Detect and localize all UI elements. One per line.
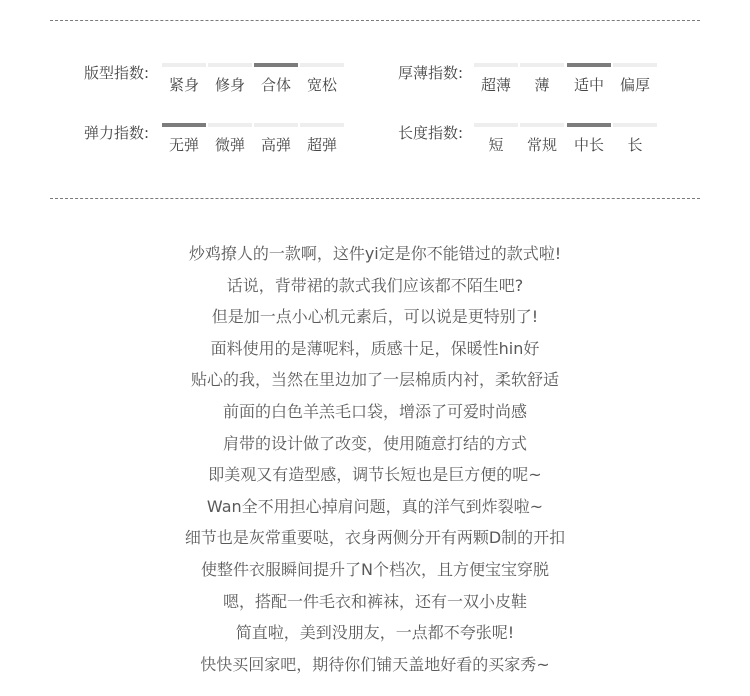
elasticity-option-super: [300, 123, 344, 167]
thickness-option-thick: [613, 63, 657, 107]
description-line: Wan全不用担心掉肩问题，真的洋气到炸裂啦~: [206, 496, 544, 516]
description-line: 面料使用的是薄呢料，质感十足，保暖性hin好: [210, 338, 540, 358]
length-index-scale: [398, 123, 698, 173]
scale-bar: [300, 63, 344, 67]
scale-bar: [520, 123, 564, 127]
scale-bar: [613, 123, 657, 127]
fit-option-loose: [300, 63, 344, 107]
product-description: [0, 238, 750, 680]
scale-bar: [208, 63, 252, 67]
description-line: 话说，背带裙的款式我们应该都不陌生吧?: [226, 275, 524, 295]
elasticity-option-none: [162, 123, 206, 167]
length-option-label: 短: [488, 136, 504, 154]
scale-bar: [254, 63, 298, 67]
fit-option-label: 紧身: [168, 76, 199, 94]
scale-bar: [520, 63, 564, 67]
elasticity-option-label: 高弹: [260, 136, 291, 154]
length-index: [398, 123, 698, 173]
scale-bar: [613, 63, 657, 67]
elasticity-option-slight: [208, 123, 252, 167]
description-line: 快快买回家吧，期待你们铺天盖地好看的买家秀~: [200, 654, 550, 674]
description-line: 但是加一点小心机元素后，可以说是更特别了!: [211, 307, 539, 327]
scale-bar: [208, 123, 252, 127]
description-line: 使整件衣服瞬间提升了N个档次，且方便宝宝穿脱: [201, 559, 549, 579]
length-option-midlength: [567, 123, 611, 167]
fit-option-label: 宽松: [306, 76, 337, 94]
thickness-option-medium: [567, 63, 611, 107]
length-index-label: 长度指数:: [398, 124, 464, 142]
thickness-option-label: 适中: [573, 76, 604, 94]
scale-bar: [567, 123, 611, 127]
description-line: 即美观又有造型感，调节长短也是巨方便的呢~: [208, 465, 542, 485]
thickness-index-scale: [398, 63, 698, 113]
description-line: 贴心的我，当然在里边加了一层棉质内衬，柔软舒适: [190, 370, 559, 390]
description-line: 简直啦，美到没朋友，一点都不夸张呢!: [235, 623, 515, 643]
length-option-long: [613, 123, 657, 167]
length-option-label: 常规: [526, 136, 557, 154]
elasticity-index: [84, 123, 384, 173]
scale-bar: [567, 63, 611, 67]
top-divider: [50, 20, 700, 21]
fit-option-label: 合体: [260, 76, 291, 94]
thickness-option-ultrathin: [474, 63, 518, 107]
elasticity-option-high: [254, 123, 298, 167]
elasticity-index-scale: [84, 123, 384, 173]
thickness-option-thin: [520, 63, 564, 107]
length-option-label: 长: [627, 136, 643, 154]
fit-index-label: 版型指数:: [84, 64, 150, 82]
thickness-option-label: 薄: [534, 76, 550, 94]
thickness-index: [398, 63, 698, 113]
elasticity-option-label: 无弹: [168, 136, 199, 154]
description-line: 细节也是灰常重要哒，衣身两侧分开有两颗D制的开扣: [184, 528, 566, 548]
fit-option-slim: [208, 63, 252, 107]
fit-option-regular: [254, 63, 298, 107]
scale-bar: [474, 123, 518, 127]
scale-bar: [254, 123, 298, 127]
scale-bar: [474, 63, 518, 67]
scale-bar: [300, 123, 344, 127]
description-line: 肩带的设计做了改变，使用随意打结的方式: [222, 433, 527, 453]
fit-option-label: 修身: [214, 76, 245, 94]
elasticity-option-label: 微弹: [214, 136, 245, 154]
thickness-option-label: 偏厚: [619, 76, 650, 94]
length-option-label: 中长: [573, 136, 604, 154]
fit-option-tight: [162, 63, 206, 107]
thickness-option-label: 超薄: [480, 76, 511, 94]
bottom-divider: [50, 198, 700, 199]
scale-bar: [162, 123, 206, 127]
thickness-index-label: 厚薄指数:: [398, 64, 464, 82]
description-line: 嗯，搭配一件毛衣和裤袜，还有一双小皮鞋: [222, 591, 527, 611]
description-line: 炒鸡撩人的一款啊，这件yi定是你不能错过的款式啦!: [188, 244, 562, 263]
elasticity-index-label: 弹力指数:: [84, 124, 150, 142]
length-option-regular: [520, 123, 564, 167]
fit-index-scale: [84, 63, 384, 113]
description-line: 前面的白色羊羔毛口袋，增添了可爱时尚感: [222, 401, 527, 421]
length-option-short: [474, 123, 518, 167]
fit-index: [84, 63, 384, 113]
elasticity-option-label: 超弹: [306, 136, 337, 154]
scale-bar: [162, 63, 206, 67]
